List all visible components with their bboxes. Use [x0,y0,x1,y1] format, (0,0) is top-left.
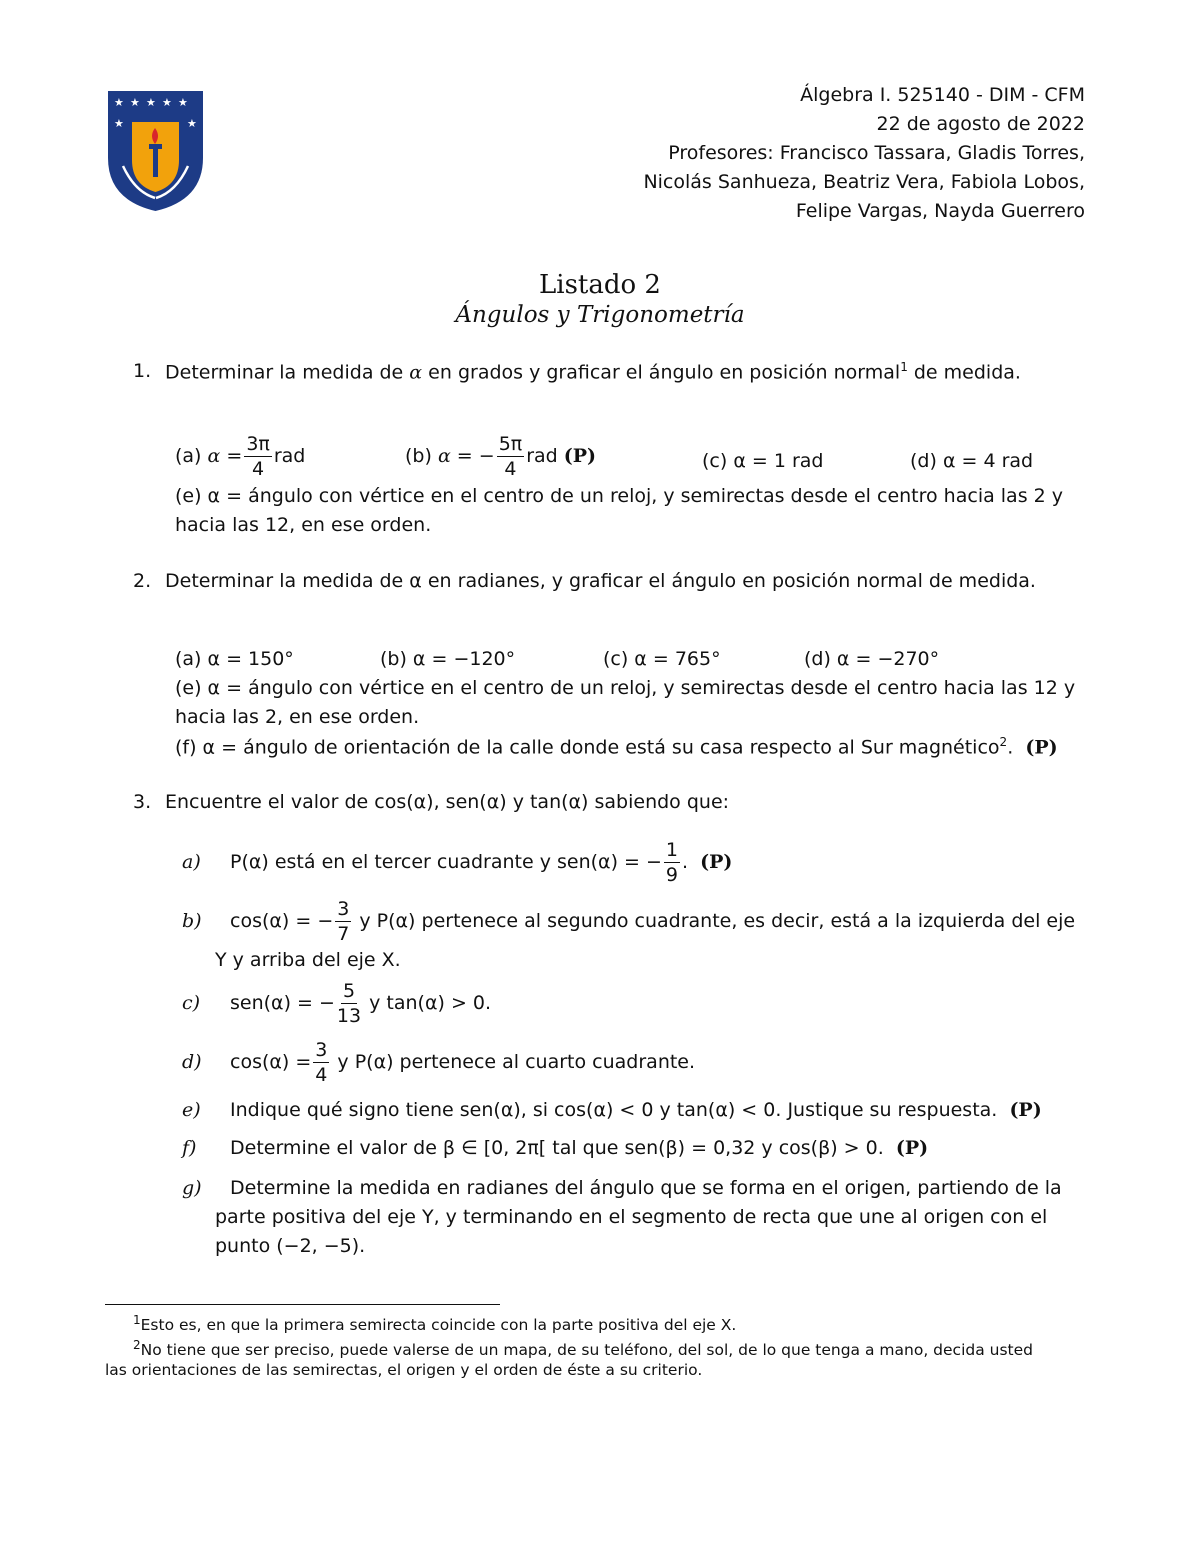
q1-e-line-2: hacia las 12, en ese orden. [175,514,432,536]
svg-text:★: ★ [130,96,140,109]
svg-text:★: ★ [114,96,124,109]
professors-line-1: Profesores: Francisco Tassara, Gladis Torres, [668,142,1085,164]
q2-a: (a) α = 150° [175,648,294,670]
svg-text:★: ★ [114,117,124,130]
q1-number: 1. [133,360,152,382]
q2-b: (b) α = −120° [380,648,516,670]
course-code: Álgebra I. 525140 - DIM - CFM [800,84,1085,106]
q3-f: f) Determine el valor de β ∈ [0, 2π[ tal que sen(β) = 0,32 y cos(β) > 0. (P) [182,1137,929,1159]
course-header [643,81,1085,226]
q3-statement: Encuentre el valor de cos(α), sen(α) y tan(α) sabiendo que: [165,791,730,813]
header-date: 22 de agosto de 2022 [876,113,1085,135]
q2-e-line-2: hacia las 2, en ese orden. [175,706,420,728]
q3-b-line-2: Y y arriba del eje X. [215,949,401,971]
page-title: Listado 2 [539,270,661,300]
svg-text:★: ★ [162,96,172,109]
page-subtitle: Ángulos y Trigonometría [455,302,745,328]
footnote-2-line-1: $^2$No tiene que ser preciso, puede valerse de un mapa, de su teléfono, del sol, de lo que tenga a mano, decida usted [133,1338,1033,1360]
footnote-1: $^1$Esto es, en que la primera semirecta coincide con la parte positiva del eje X. [133,1313,737,1335]
footnote-2-line-2: las orientaciones de las semirectas, el origen y el orden de éste a su criterio. [105,1361,703,1379]
q1-e-line-1: (e) α = ángulo con vértice en el centro de un reloj, y semirectas desde el centro hacia las 2 y [175,485,1064,507]
q3-b: b) cos(α) = − $\frac{3}{7}$ y P(α) pertenece al segundo cuadrante, es decir, está a la izquierda del eje [182,898,1076,945]
q1-c: (c) α = 1 rad [702,450,824,472]
q2-statement: Determinar la medida de α en radianes, y graficar el ángulo en posición normal de medida. [165,570,1036,592]
q2-e-line-1: (e) α = ángulo con vértice en el centro de un reloj, y semirectas desde el centro hacia las 12 y [175,677,1076,699]
professors-line-3: Felipe Vargas, Nayda Guerrero [795,200,1085,222]
q3-c: c) sen(α) = − $\frac{5}{13}$ y tan(α) > 0. [182,980,492,1027]
q2-f: (f) α = ángulo de orientación de la calle donde está su casa respecto al Sur magnético$^2$. (P) [175,735,1058,759]
q3-a: a) P(α) está en el tercer cuadrante y sen(α) = − $\frac{1}{9}$ . (P) [182,839,733,886]
q2-d: (d) α = −270° [804,648,940,670]
professors-line-2: Nicolás Sanhueza, Beatriz Vera, Fabiola Lobos, [643,171,1085,193]
q3-number: 3. [133,791,152,813]
q3-g-line-3: punto (−2, −5). [215,1235,366,1257]
q1-statement: Determinar la medida de α en grados y graficar el ángulo en posición normal$^1$ de medida. [165,360,1021,384]
q3-e: e) Indique qué signo tiene sen(α), si cos(α) < 0 y tan(α) < 0. Justique su respuesta. (P) [182,1099,1042,1121]
q3-g-line-2: parte positiva del eje Y, y terminando en el segmento de recta que une al origen con el [215,1206,1048,1228]
q3-g-line-1: g) Determine la medida en radianes del ángulo que se forma en el origen, partiendo de la [182,1177,1062,1199]
university-crest-logo [105,88,206,213]
q2-c: (c) α = 765° [603,648,721,670]
svg-text:★: ★ [146,96,156,109]
footnote-rule [105,1304,500,1305]
q1-a: (a) α = $\frac{3\pi}{4}$ rad [175,433,306,480]
q2-number: 2. [133,570,152,592]
q1-d: (d) α = 4 rad [910,450,1034,472]
svg-text:★: ★ [178,96,188,109]
svg-text:★: ★ [187,117,197,130]
q1-b: (b) α = − $\frac{5\pi}{4}$ rad (P) [405,433,597,480]
q3-d: d) cos(α) = $\frac{3}{4}$ y P(α) pertenece al cuarto cuadrante. [182,1039,696,1086]
